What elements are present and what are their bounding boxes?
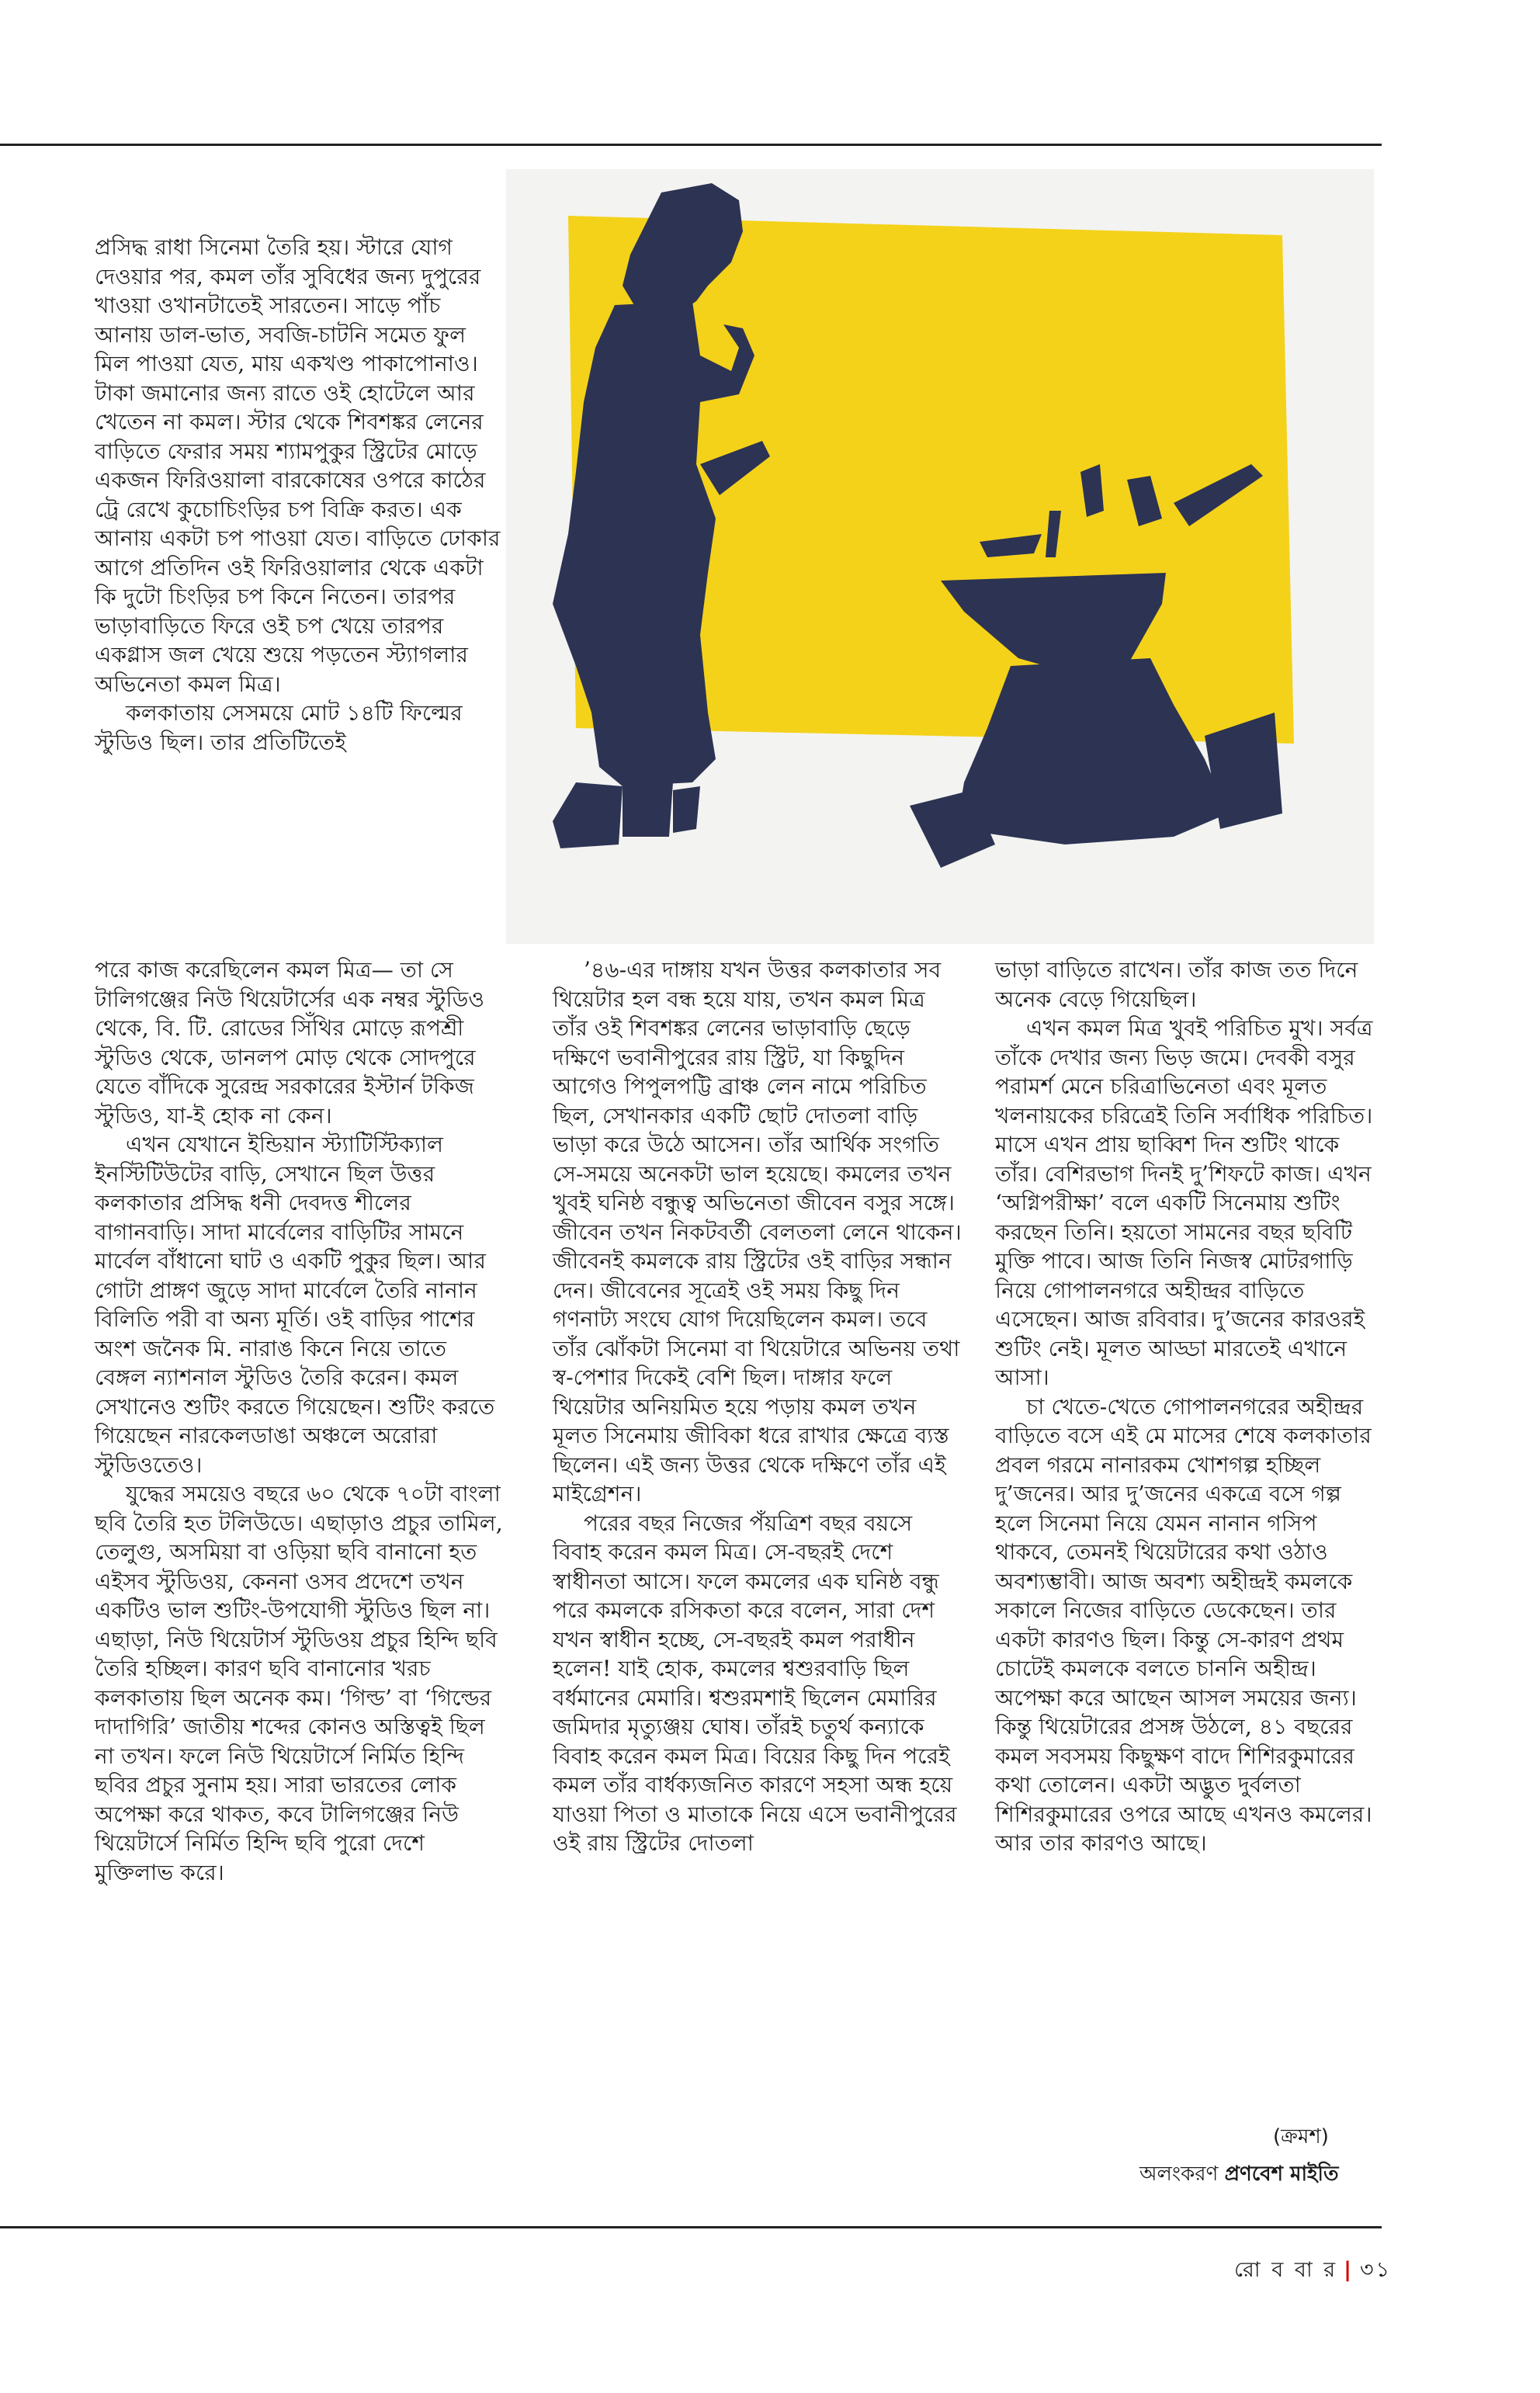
column-3 [995, 955, 1383, 1858]
paragraph: পরের বছর নিজের পঁয়ত্রিশ বছর বয়সে বিবাহ করেন কমল মিত্র। সে-বছরই দেশে স্বাধীনতা আসে। ফলে কমলের এক ঘনিষ্ঠ বন্ধু পরে কমলকে রসিকতা করে বলেন, সারা দেশ যখন স্বাধীন হচ্ছে, সে-বছরই কমল পরাধীন হলেন! যাই হোক, কমলের শ্বশুরবাড়ি ছিল বর্ধমানের মেমারি। শ্বশুরমশাই ছিলেন মেমারির জমিদার মৃত্যুঞ্জয় ঘোষ। তাঁরই চতুর্থ কন্যাকে বিবাহ করেন কমল মিত্র। বিয়ের কিছু দিন পরেই কমল তাঁর বার্ধক্যজনিত কারণে সহসা অন্ধ হয়ে যাওয়া পিতা ও মাতাকে নিয়ে এসে ভবানীপুরের ওই রায় স্ট্রিটের দোতলা [553, 1510, 957, 1856]
column-1-top [95, 233, 505, 757]
top-rule [0, 144, 1382, 146]
paragraph: যুদ্ধের সময়েও বছরে ৬০ থেকে ৭০টা বাংলা ছবি তৈরি হত টলিউডে। এছাড়াও প্রচুর তামিল, তেলুগু, অসমিয়া বা ওড়িয়া ছবি বানানো হত এইসব স্টুডিওয়, কেননা ওসব প্রদেশে তখন একটিও ভাল শুটিং-উপযোগী স্টুডিও ছিল না। এছাড়া, নিউ থিয়েটার্স স্টুডিওয় প্রচুর হিন্দি ছবি তৈরি হচ্ছিল। কারণ ছবি বানানোর খরচ কলকাতায় ছিল অনেক কম। ‘গিল্ড’ বা ‘গিল্ডের দাদাগিরি’ জাতীয় শব্দের কোনও অস্তিত্বই ছিল না তখন। ফলে নিউ থিয়েটার্সে নির্মিত হিন্দি ছবির প্রচুর সুনাম হয়। সারা ভারতের লোক অপেক্ষা করে থাকত, কবে টালিগঞ্জের নিউ থিয়েটার্সে নির্মিত হিন্দি ছবি পুরো দেশে মুক্তিলাভ করে। [95, 1481, 503, 1885]
column-1 [95, 955, 505, 1887]
magazine-name: রো ব বা র [1234, 2258, 1338, 2282]
paragraph: পরে কাজ করেছিলেন কমল মিত্র— তা সে টালিগঞ্জের নিউ থিয়েটার্সের এক নম্বর স্টুডিও থেকে, বি. টি. রোডের সিঁথির মোড়ে রূপশ্রী স্টুডিও থেকে, ডানলপ মোড় থেকে সোদপুরে যেতে বাঁদিকে সুরেন্দ্র সরকারের ইস্টার্ন টকিজ স্টুডিও, যা-ই হোক না কেন। [95, 957, 485, 1129]
paragraph: এখন কমল মিত্র খুবই পরিচিত মুখ। সর্বত্র তাঁকে দেখার জন্য ভিড় জমে। দেবকী বসুর পরামর্শ মেনে চরিত্রাভিনেতা এবং মূলত খলনায়কের চরিত্রেই তিনি সর্বাধিক পরিচিত। মাসে এখন প্রায় ছাব্বিশ দিন শুটিং থাকে তাঁর। বেশিরভাগ দিনই দু’শিফটে কাজ। এখন ‘অগ্নিপরীক্ষা’ বলে একটি সিনেমায় শুটিং করছেন তিনি। হয়তো সামনের বছর ছবিটি মুক্তি পাবে। আজ তিনি নিজস্ব মোটরগাড়ি নিয়ে গোপালনগরে অহীন্দ্রর বাড়িতে এসেছেন। আজ রবিবার। দু’জনের কারওরই শুটিং নেই। মূলত আড্ডা মারতেই এখানে আসা। [995, 1015, 1373, 1390]
paragraph: প্রসিদ্ধ রাধা সিনেমা তৈরি হয়। স্টারে যোগ দেওয়ার পর, কমল তাঁর সুবিধের জন্য দুপুরের খাওয়া ওখানটাতেই সারতেন। সাড়ে পাঁচ আনায় ডাল-ভাত, সবজি-চাটনি সমেত ফুল মিল পাওয়া যেত, মায় একখণ্ড পাকাপোনাও। টাকা জমানোর জন্য রাতে ওই হোটেলে আর খেতেন না কমল। স্টার থেকে শিবশঙ্কর লেনের বাড়িতে ফেরার সময় শ্যামপুকুর স্ট্রিটের মোড়ে একজন ফিরিওয়ালা বারকোষের ওপরে কাঠের ট্রে রেখে কুচোচিংড়ির চপ বিক্রি করত। এক আনায় একটা চপ পাওয়া যেত। বাড়িতে ঢোকার আগে প্রতিদিন ওই ফিরিওয়ালার থেকে একটা কি দুটো চিংড়ির চপ কিনে নিতেন। তারপর ভাড়াবাড়িতে ফিরে ওই চপ খেয়ে তারপর একগ্লাস জল খেয়ে শুয়ে পড়তেন স্ট্যাগলার অভিনেতা কমল মিত্র। [95, 234, 501, 697]
credit-name: প্রণবেশ মাইতি [1224, 2162, 1339, 2186]
paragraph: ’৪৬-এর দাঙ্গায় যখন উত্তর কলকাতার সব থিয়েটার হল বন্ধ হয়ে যায়, তখন কমল মিত্র তাঁর ওই শিবশঙ্কর লেনের ভাড়াবাড়ি ছেড়ে দক্ষিণে ভবানীপুরের রায় স্ট্রিট, যা কিছুদিন আগেও পিপুলপট্টি ব্রাঞ্চ লেন নামে পরিচিত ছিল, সেখানকার একটি ছোট দোতলা বাড়ি ভাড়া করে উঠে আসেন। তাঁর আর্থিক সংগতি সে-সময়ে অনেকটা ভাল হয়েছে। কমলের তখন খুবই ঘনিষ্ঠ বন্ধুত্ব অভিনেতা জীবেন বসুর সঙ্গে। জীবেন তখন নিকটবর্তী বেলতলা লেনে থাকেন। জীবেনই কমলকে রায় স্ট্রিটের ওই বাড়ির সন্ধান দেন। জীবেনের সূত্রেই ওই সময় কিছু দিন গণনাট্য সংঘে যোগ দিয়েছিলেন কমল। তবে তাঁর ঝোঁকটা সিনেমা বা থিয়েটারে অভিনয় তথা স্ব-পেশার দিকেই বেশি ছিল। দাঙ্গার ফলে থিয়েটার অনিয়মিত হয়ে পড়ায় কমল তখন মূলত সিনেমায় জীবিকা ধরে রাখার ক্ষেত্রে ব্যস্ত ছিলেন। এই জন্য উত্তর থেকে দক্ষিণে তাঁর এই মাইগ্রেশন। [553, 957, 962, 1507]
column-2 [553, 955, 962, 1858]
paragraph: চা খেতে-খেতে গোপালনগরের অহীন্দ্রর বাড়িতে বসে এই মে মাসের শেষে কলকাতার প্রবল গরমে নানারকম খোশগল্প হচ্ছিল দু’জনের। আর দু’জনের একত্রে বসে গল্প হলে সিনেমা নিয়ে যেমন নানান গসিপ থাকবে, তেমনই থিয়েটারের কথা ওঠাও অবশ্যম্ভাবী। আজ অবশ্য অহীন্দ্রই কমলকে সকালে নিজের বাড়িতে ডেকেছেন। তার একটা কারণও ছিল। কিন্তু সে-কারণ প্রথম চোটেই কমলকে বলতে চাননি অহীন্দ্র। অপেক্ষা করে আছেন আসল সময়ের জন্য। কিন্তু থিয়েটারের প্রসঙ্গ উঠলে, ৪১ বছরের কমল সবসময় কিছুক্ষণ বাদে শিশিরকুমারের কথা তোলেন। একটা অদ্ভুত দুর্বলতা শিশিরকুমারের ওপরে আছে এখনও কমলের। আর তার কারণও আছে। [995, 1393, 1372, 1856]
paragraph: এখন যেখানে ইন্ডিয়ান স্ট্যাটিস্টিক্যাল ইনস্টিটিউটের বাড়ি, সেখানে ছিল উত্তর কলকাতার প্রসিদ্ধ ধনী দেবদত্ত শীলের বাগানবাড়ি। সাদা মার্বেলের বাড়িটির সামনে মার্বেল বাঁধানো ঘাট ও একটি পুকুর ছিল। আর গোটা প্রাঙ্গণ জুড়ে সাদা মার্বেলে তৈরি নানান বিলিতি পরী বা অন্য মূর্তি। ওই বাড়ির পাশের অংশ জনৈক মি. নারাঙ কিনে নিয়ে তাতে বেঙ্গল ন্যাশনাল স্টুডিও তৈরি করেন। কমল সেখানেও শুটিং করতে গিয়েছেন। শুটিং করতে গিয়েছেন নারকেলডাঙা অঞ্চলে অরোরা স্টুডিওতেও। [95, 1132, 495, 1478]
illustration [506, 169, 1374, 944]
page-number: ৩১ [1360, 2258, 1393, 2282]
paragraph: কলকাতায় সেসময়ে মোট ১৪টি ফিল্মের স্টুডিও ছিল। তার প্রতিটিতেই [95, 700, 463, 755]
bottom-rule [0, 2226, 1382, 2228]
paragraph: ভাড়া বাড়িতে রাখেন। তাঁর কাজ তত দিনে অনেক বেড়ে গিয়েছিল। [995, 957, 1358, 1012]
page-footer [1234, 2254, 1392, 2289]
folio-separator: | [1344, 2258, 1354, 2282]
illustration-credit [1139, 2158, 1339, 2192]
paper-cut-illustration [506, 169, 1374, 944]
credit-label: অলংকরণ [1139, 2162, 1219, 2186]
to-be-continued: (ক্রমশ) [1273, 2125, 1329, 2148]
